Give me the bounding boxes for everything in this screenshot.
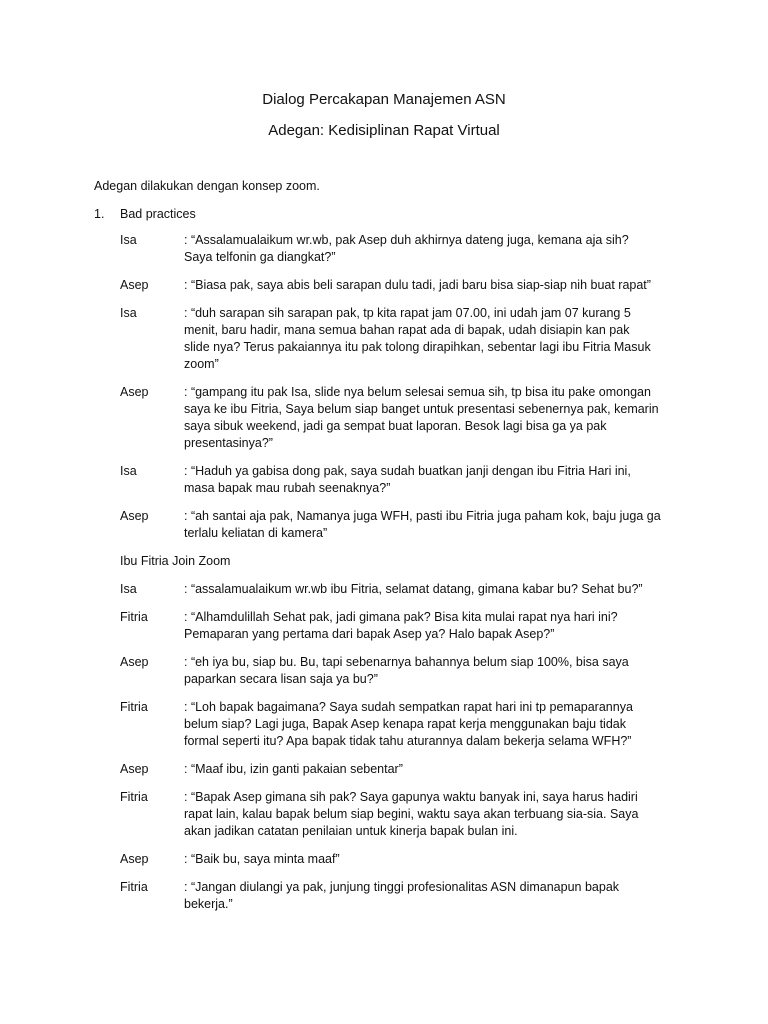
dialog-line bbox=[0, 761, 768, 778]
speaker-name: Asep bbox=[120, 509, 149, 523]
utterance-text: : “Baik bu, saya minta maaf” bbox=[184, 852, 340, 866]
speaker-name: Isa bbox=[120, 582, 137, 596]
dialog-line bbox=[0, 463, 768, 497]
speaker-name: Fitria bbox=[120, 880, 148, 894]
speaker-name: Asep bbox=[120, 385, 149, 399]
dialog-line bbox=[0, 699, 768, 750]
dialog-line bbox=[0, 277, 768, 294]
utterance-text: : “Maaf ibu, izin ganti pakaian sebentar” bbox=[184, 762, 403, 776]
section-title: Bad practices bbox=[120, 207, 196, 221]
speaker-name: Asep bbox=[120, 762, 149, 776]
intro-text: Adegan dilakukan dengan konsep zoom. bbox=[94, 179, 320, 193]
dialog-block bbox=[0, 232, 768, 913]
speaker-name: Asep bbox=[120, 278, 149, 292]
speaker-name: Isa bbox=[120, 306, 137, 320]
dialog-line bbox=[0, 305, 768, 373]
speaker-name: Isa bbox=[120, 464, 137, 478]
speaker-name: Fitria bbox=[120, 610, 148, 624]
utterance-text: : “Haduh ya gabisa dong pak, saya sudah buatkan janji dengan ibu Fitria Hari ini, masa bapak mau rubah seenaknya?” bbox=[184, 464, 631, 495]
utterance-text: : “Alhamdulillah Sehat pak, jadi gimana pak? Bisa kita mulai rapat nya hari ini? Pemaparan yang pertama dari bapak Asep ya? Halo bapak Asep?” bbox=[184, 610, 618, 641]
utterance-text: : “gampang itu pak Isa, slide nya belum selesai semua sih, tp bisa itu pake omongan saya ke ibu Fitria, Saya belum siap banget untuk presentasi sebenernya pak, kemarin saya sibuk weekend, jadi ga sempat buat laporan. Besok lagi bisa ga ya pak presentasinya?” bbox=[184, 385, 659, 450]
dialog-line bbox=[0, 384, 768, 452]
utterance-text: : “Jangan diulangi ya pak, junjung tinggi profesionalitas ASN dimanapun bapak bekerja.” bbox=[184, 880, 620, 911]
utterance-text: : “ah santai aja pak, Namanya juga WFH, pasti ibu Fitria juga paham kok, baju juga ga terlalu keliatan di kamera” bbox=[184, 509, 661, 540]
utterance-text: : “Bapak Asep gimana sih pak? Saya gapunya waktu banyak ini, saya harus hadiri rapat lain, kalau bapak belum siap begini, waktu saya akan terbuang sia-sia. Saya akan jadikan catatan penilaian untuk kinerja bapak bulan ini. bbox=[184, 790, 639, 838]
scene-note: Ibu Fitria Join Zoom bbox=[120, 554, 231, 568]
speaker-name: Fitria bbox=[120, 790, 148, 804]
dialog-line bbox=[0, 851, 768, 868]
utterance-text: : “Loh bapak bagaimana? Saya sudah sempatkan rapat hari ini tp pemaparannya belum siap? Lagi juga, Bapak Asep kenapa rapat kerja menggunakan baju tidak formal seperti itu? Apa bapak tidak tahu aturannya dalam bekerja selama WFH?” bbox=[184, 700, 633, 748]
dialog-line bbox=[0, 232, 768, 266]
dialog-line bbox=[0, 508, 768, 542]
speaker-name: Asep bbox=[120, 655, 149, 669]
utterance-text: : “Assalamualaikum wr.wb, pak Asep duh akhirnya dateng juga, kemana aja sih? Saya telfonin ga diangkat?” bbox=[184, 233, 629, 264]
speaker-name: Isa bbox=[120, 233, 137, 247]
dialog-line bbox=[0, 581, 768, 598]
speaker-name: Asep bbox=[120, 852, 149, 866]
utterance-text: : “duh sarapan sih sarapan pak, tp kita rapat jam 07.00, ini udah jam 07 kurang 5 menit, baru hadir, mana semua bahan rapat ada di bapak, udah disiapin kan pak slide nya? Terus pakaiannya itu pak tolong dirapihkan, sebentar lagi ibu Fitria Masuk zoom” bbox=[184, 306, 651, 371]
document-title: Dialog Percakapan Manajemen ASN bbox=[262, 91, 506, 108]
dialog-line bbox=[0, 879, 768, 913]
utterance-text: : “eh iya bu, siap bu. Bu, tapi sebenarnya bahannya belum siap 100%, bisa saya paparkan secara lisan saja ya bu?” bbox=[184, 655, 629, 686]
dialog-line bbox=[0, 654, 768, 688]
speaker-name: Fitria bbox=[120, 700, 148, 714]
section-number: 1. bbox=[94, 207, 105, 221]
dialog-line bbox=[0, 789, 768, 840]
dialog-line bbox=[0, 609, 768, 643]
utterance-text: : “Biasa pak, saya abis beli sarapan dulu tadi, jadi baru bisa siap-siap nih buat rapat” bbox=[184, 278, 651, 292]
utterance-text: : “assalamualaikum wr.wb ibu Fitria, selamat datang, gimana kabar bu? Sehat bu?” bbox=[184, 582, 643, 596]
document-subtitle: Adegan: Kedisiplinan Rapat Virtual bbox=[268, 122, 500, 139]
